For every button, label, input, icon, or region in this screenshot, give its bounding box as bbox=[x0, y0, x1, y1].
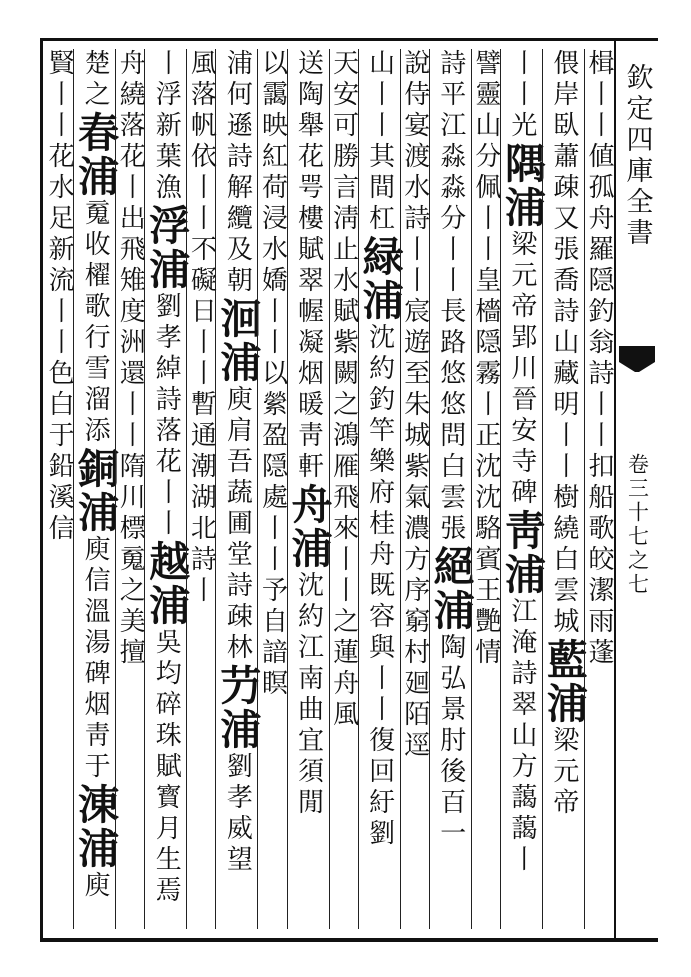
column-text: 賢丨丨花水足新流丨丨色白于鉛溪信 bbox=[44, 49, 75, 545]
book-title: 欽定四庫全書 bbox=[621, 63, 653, 249]
headword: 靑浦 bbox=[497, 509, 546, 597]
headword: 洄浦 bbox=[213, 297, 262, 385]
headword: 緑浦 bbox=[355, 235, 404, 323]
column-text: 楫丨丨値孤舟羅隠釣翁詩丨丨扣船歌皎潔雨蓬 bbox=[583, 49, 614, 669]
column-text: 山丨丨其間杠緑浦沈約釣竿樂府桂舟既容與丨丨復回紆劉 bbox=[355, 49, 404, 850]
headword: 銅浦 bbox=[71, 447, 120, 535]
column-text: 送陶舉花咢樓賦翠幄凝烟暖靑軒舟浦沈約江南曲宜須閒 bbox=[284, 49, 333, 819]
text-column bbox=[400, 49, 429, 929]
text-column bbox=[471, 49, 500, 929]
text-column bbox=[426, 49, 475, 929]
column-text: 丨丨光隅浦梁元帝郢川晉安寺碑靑浦江淹詩翠山方藹藹丨 bbox=[497, 49, 546, 876]
headword: 隅浦 bbox=[497, 142, 546, 230]
fishtail-mark bbox=[619, 346, 655, 362]
text-column bbox=[329, 49, 358, 929]
text-column bbox=[584, 49, 613, 929]
text-column bbox=[71, 49, 120, 929]
text-column bbox=[497, 49, 546, 929]
text-column bbox=[257, 49, 286, 929]
headword: 絕浦 bbox=[426, 545, 475, 633]
text-column bbox=[142, 49, 191, 929]
column-text: 舟繞落花丨出飛雉度洲還丨丨隋川標䰟之美擅 bbox=[115, 49, 146, 669]
page-frame bbox=[40, 38, 658, 942]
column-text: 說侍宴渡水詩丨丨宸遊至朱城紫氣濃方序窮村廻陌逕 bbox=[399, 49, 430, 762]
column-text: 丨浮新葉漁浮浦劉孝綽詩落花丨丨越浦吳均碎珠賦寳月生焉 bbox=[142, 49, 191, 907]
headword: 藍浦 bbox=[539, 638, 588, 726]
text-columns bbox=[45, 49, 613, 929]
text-column bbox=[284, 49, 333, 929]
column-text: 風落帆依丨丨不礙日丨丨暫通潮湖北詩丨 bbox=[186, 49, 217, 607]
margin-band bbox=[614, 41, 658, 938]
column-text: 楚之春浦䰟收櫂歌行雪溜添銅浦庾信溫湯碑烟靑于涷浦庾 bbox=[71, 49, 120, 902]
column-text: 天安可勝言淸止水賦紫闕之鴻雁飛來丨丨之蓮舟風 bbox=[328, 49, 359, 731]
text-column bbox=[186, 49, 215, 929]
headword: 舟浦 bbox=[284, 483, 333, 571]
headword: 越浦 bbox=[142, 540, 191, 628]
volume-label: 卷三十七之七 bbox=[625, 453, 650, 597]
text-column bbox=[213, 49, 262, 929]
column-text: 偎岸臥蕭疎又張喬詩山藏明丨丨樹繞白雲城藍浦梁元帝 bbox=[539, 49, 588, 819]
text-column bbox=[115, 49, 144, 929]
column-text: 詩平江淼淼分丨丨長路悠悠問白雲張絕浦陶弘景肘後百一 bbox=[426, 49, 475, 850]
headword: 春浦 bbox=[71, 111, 120, 199]
text-column bbox=[539, 49, 588, 929]
headword: 浮浦 bbox=[142, 204, 191, 292]
headword: 芀浦 bbox=[213, 664, 262, 752]
column-text: 浦何遜詩解纜及朝洄浦庾肩吾蔬圃堂詩疎林芀浦劉孝威望 bbox=[213, 49, 262, 876]
text-column bbox=[355, 49, 404, 929]
column-text: 以靄映紅荷浸水嬌丨丨以縈盈隠處丨丨予自諳瞑 bbox=[257, 49, 288, 700]
column-text: 譬靈山分佩丨丨皇檣隠霧丨正沈沈駱賓王艷情 bbox=[470, 49, 501, 669]
headword: 涷浦 bbox=[71, 783, 120, 871]
text-column bbox=[45, 49, 73, 929]
